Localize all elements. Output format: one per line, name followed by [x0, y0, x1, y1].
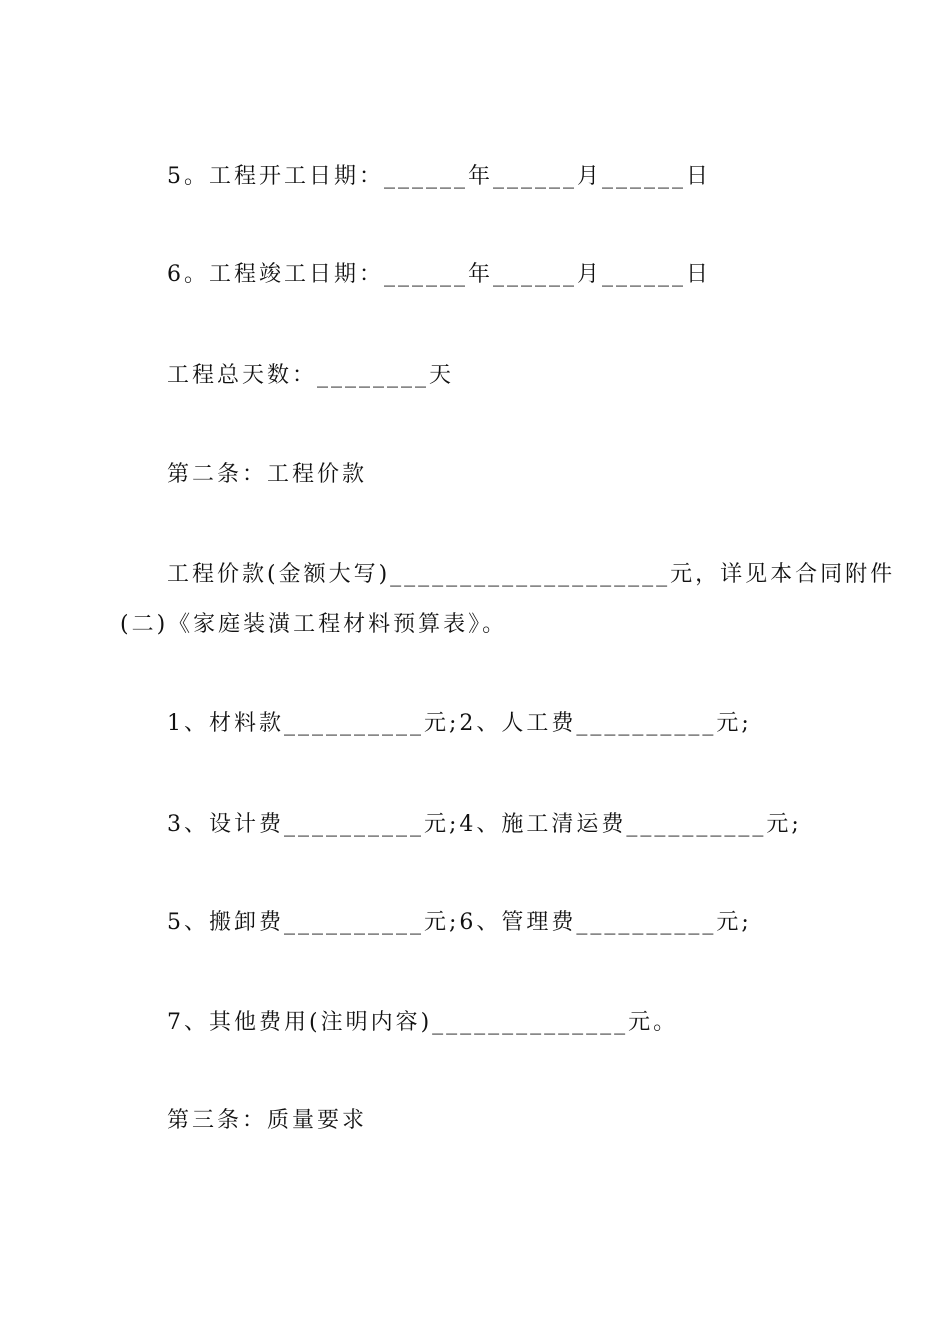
article-2-heading: 第二条：工程价款 — [167, 462, 368, 487]
price-line-2: (二)《家庭装潢工程材料预算表》。 — [120, 612, 508, 637]
start-date-line: 5。工程开工日期：______年______月______日 — [167, 164, 711, 189]
article-3-heading: 第三条：质量要求 — [167, 1108, 368, 1133]
end-date-line: 6。工程竣工日期：______年______月______日 — [167, 262, 711, 287]
fee-line-1-2: 1、材料款__________元;2、人工费__________元; — [167, 711, 752, 736]
fee-line-7: 7、其他费用(注明内容)______________元。 — [167, 1010, 679, 1035]
fee-line-3-4: 3、设计费__________元;4、施工清运费__________元; — [167, 812, 802, 837]
price-line-1: 工程价款(金额大写)____________________元，详见本合同附件 — [167, 562, 896, 587]
total-days-line: 工程总天数：________天 — [167, 363, 455, 388]
fee-line-5-6: 5、搬卸费__________元;6、管理费__________元; — [167, 910, 752, 935]
